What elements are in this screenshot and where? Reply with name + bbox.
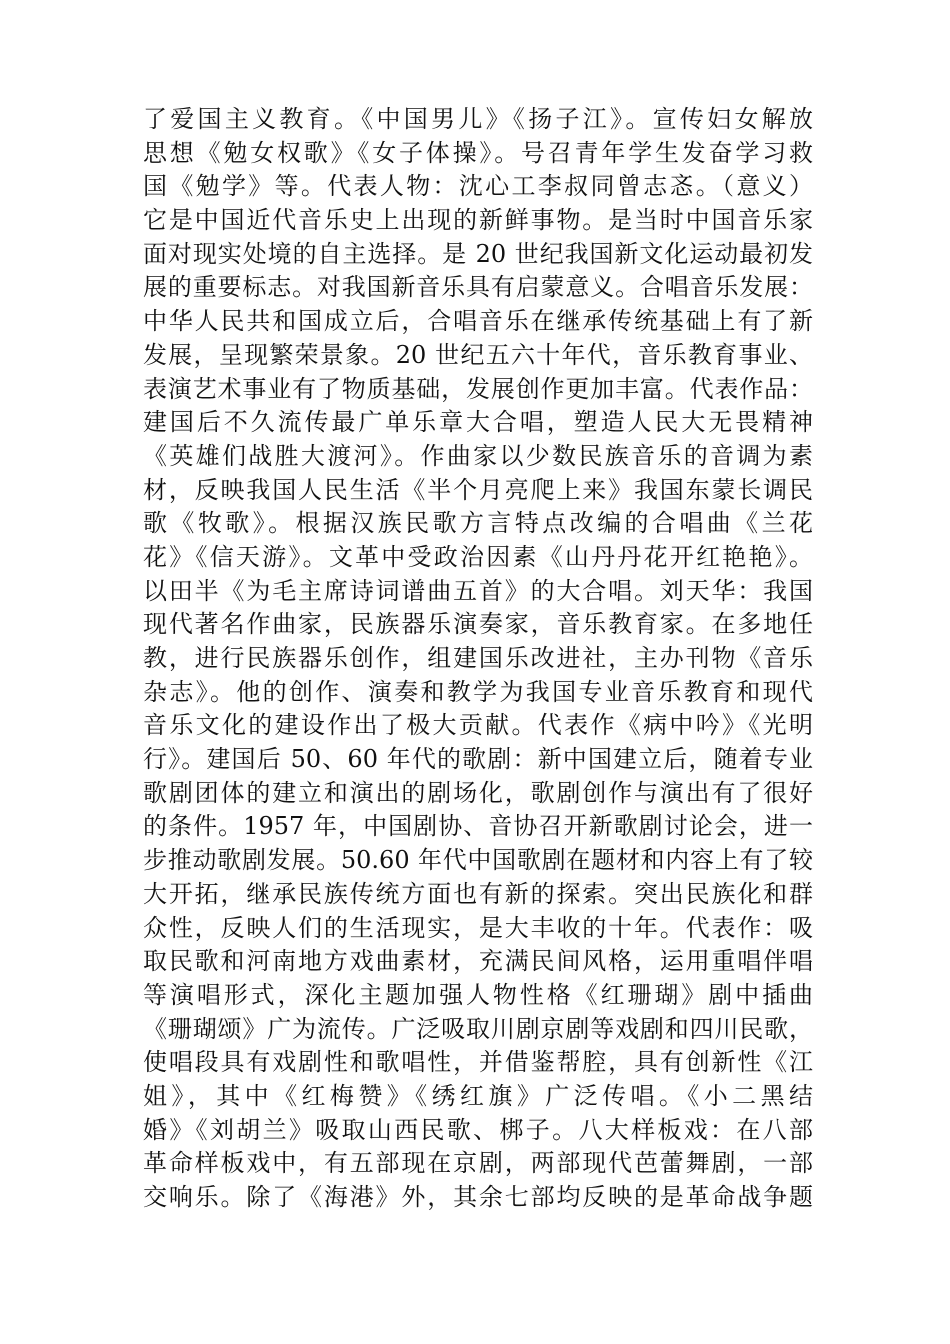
text-line: 姐》，其中《红梅赞》《绣红旗》广泛传唱。《小二黑结: [143, 1081, 813, 1110]
text-line: 思想《勉女权歌》《女子体操》。号召青年学生发奋学习救: [143, 138, 813, 167]
text-line: 大开拓，继承民族传统方面也有新的探索。突出民族化和群: [143, 879, 813, 908]
text-line: 花》《信天游》。文革中受政治因素《山丹丹花开红艳艳》。: [143, 542, 813, 571]
text-line: 了爱国主义教育。《中国男儿》《扬子江》。宣传妇女解放: [143, 105, 813, 133]
text-line: 交响乐。除了《海港》外，其余七部均反映的是革命战争题: [143, 1183, 813, 1211]
text-line: 展的重要标志。对我国新音乐具有启蒙意义。合唱音乐发展：: [143, 273, 813, 302]
text-line: 面对现实处境的自主选择。是 20 世纪我国新文化运动最初发: [143, 239, 813, 268]
text-line: 歌剧团体的建立和演出的剧场化，歌剧创作与演出有了很好: [143, 778, 813, 807]
text-line: 材，反映我国人民生活《半个月亮爬上来》我国东蒙长调民: [143, 475, 813, 504]
body-text: [143, 103, 813, 1215]
text-line: 歌《牧歌》。根据汉族民歌方言特点改编的合唱曲《兰花: [143, 509, 813, 538]
text-line: 教，进行民族器乐创作，组建国乐改进社，主办刊物《音乐: [143, 644, 813, 672]
text-line: 众性，反映人们的生活现实，是大丰收的十年。代表作：吸: [143, 913, 813, 942]
text-line: 革命样板戏中，有五部现在京剧，两部现代芭蕾舞剧，一部: [143, 1149, 813, 1178]
text-line: 的条件。1957 年，中国剧协、音协召开新歌剧讨论会，进一: [143, 812, 813, 841]
text-line: 国《勉学》等。代表人物：沈心工李叔同曾志忞。（意义）: [143, 172, 813, 201]
text-line: 杂志》。他的创作、演奏和教学为我国专业音乐教育和现代: [143, 677, 813, 706]
text-line: 步推动歌剧发展。50.60 年代中国歌剧在题材和内容上有了较: [143, 846, 813, 875]
text-line: 它是中国近代音乐史上出现的新鲜事物。是当时中国音乐家: [143, 206, 813, 235]
text-line: 现代著名作曲家，民族器乐演奏家，音乐教育家。在多地任: [143, 610, 813, 639]
text-line: 行》。建国后 50、60 年代的歌剧：新中国建立后，随着专业: [143, 745, 813, 774]
text-line: 建国后不久流传最广单乐章大合唱，塑造人民大无畏精神: [143, 408, 813, 437]
text-line: 发展，呈现繁荣景象。20 世纪五六十年代，音乐教育事业、: [143, 340, 813, 369]
text-line: 《珊瑚颂》广为流传。广泛吸取川剧京剧等戏剧和四川民歌，: [143, 1014, 813, 1043]
text-line: 以田半《为毛主席诗词谱曲五首》的大合唱。刘天华：我国: [143, 576, 813, 605]
text-line: 《英雄们战胜大渡河》。作曲家以少数民族音乐的音调为素: [143, 441, 813, 470]
text-line: 中华人民共和国成立后，合唱音乐在继承传统基础上有了新: [143, 307, 813, 336]
text-line: 音乐文化的建设作出了极大贡献。代表作《病中吟》《光明: [143, 711, 813, 740]
text-line: 等演唱形式，深化主题加强人物性格《红珊瑚》剧中插曲: [143, 980, 813, 1009]
text-line: 婚》《刘胡兰》吸取山西民歌、梆子。八大样板戏：在八部: [143, 1115, 813, 1144]
text-line: 取民歌和河南地方戏曲素材，充满民间风格，运用重唱伴唱: [143, 947, 813, 976]
text-line: 表演艺术事业有了物质基础，发展创作更加丰富。代表作品：: [143, 374, 813, 403]
text-line: 使唱段具有戏剧性和歌唱性，并借鉴帮腔，具有创新性《江: [143, 1048, 813, 1077]
